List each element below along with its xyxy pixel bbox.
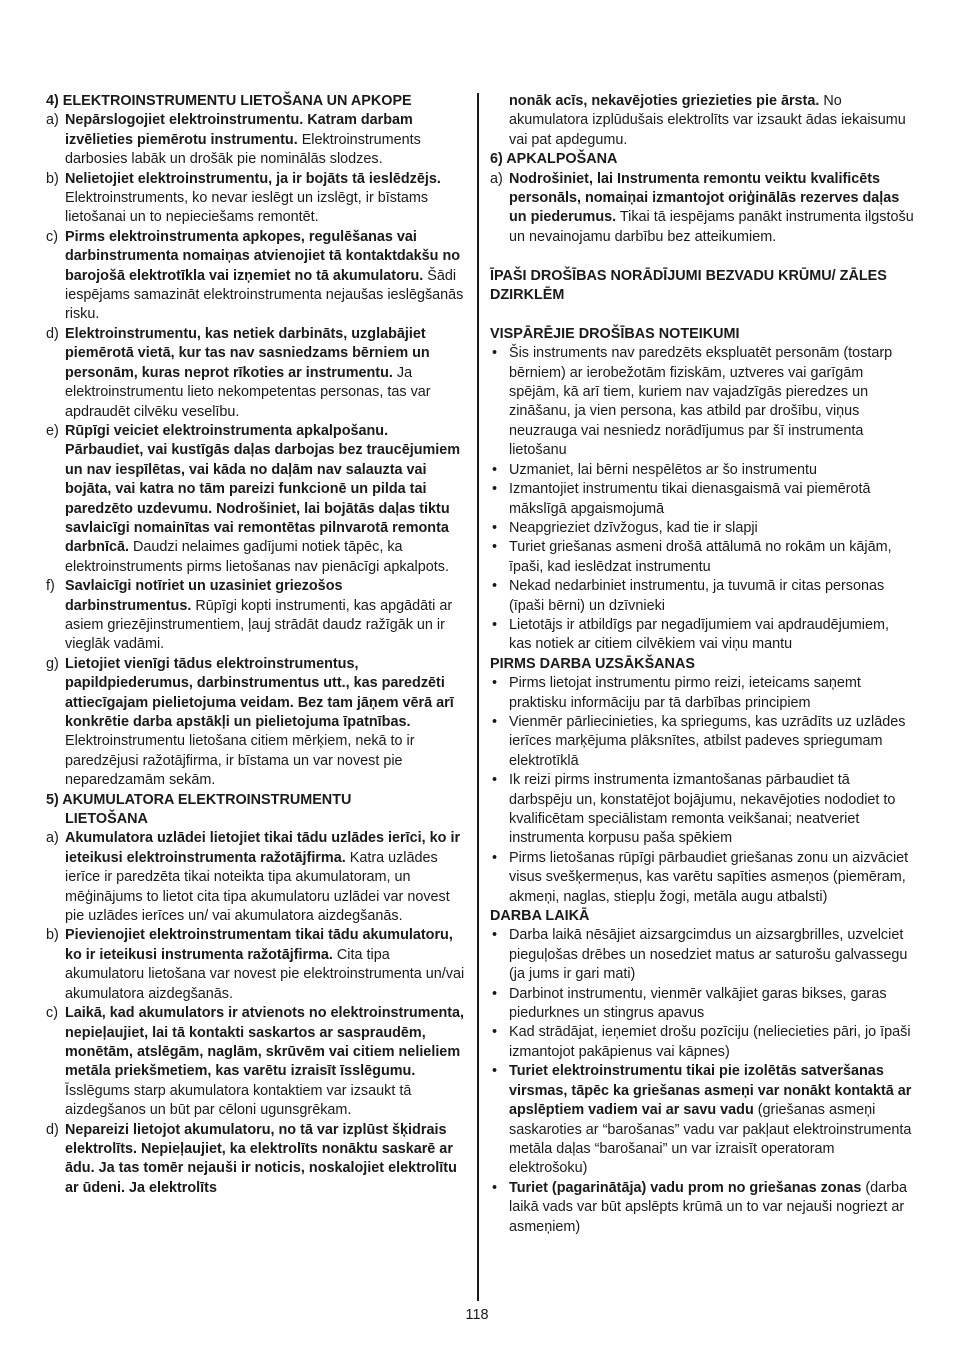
bullet-icon: •: [492, 713, 498, 730]
item-bold-text: Pirms elektroinstrumenta apkopes, regulēšanas vai darbinstrumenta nomaiņas atvienojiet tā kontaktdakšu no barojošā elektrotīkla vai izņemiet no tā akumulatoru.: [65, 228, 461, 284]
bullet-text: Darbinot instrumentu, vienmēr valkājiet garas bikses, garas piedurknes un stingrus apavus: [509, 985, 887, 1022]
general-safety-list: [490, 344, 914, 655]
bullet-text: Izmantojiet instrumentu tikai dienasgaismā vai piemērotā mākslīgā apgaismojumā: [509, 481, 871, 517]
item-text: Īsslēgums starp akumulatora kontaktiem var izsaukt tā aizdegšanos un būt par cēloni ugunsgrēkam.: [65, 1082, 412, 1119]
list-item: [46, 926, 468, 1004]
bullet-item: [490, 1062, 914, 1178]
item-bold-text: Akumulatora uzlādei lietojiet tikai tādu uzlādes ierīci, ko ir ieteikusi elektroinstrumenta ražotājfirma.: [65, 830, 461, 866]
bullet-icon: •: [492, 849, 498, 866]
list-item: [46, 1121, 468, 1199]
bullet-text: Pirms lietošanas rūpīgi pārbaudiet griešanas zonu un aizvāciet visus svešķermeņus, kas varētu sapīties asmeņos (piemēram, akmeņi, naglas, stiepļu žogi, metāla augu atbalsti): [509, 849, 909, 905]
list-item: [46, 422, 468, 577]
bullet-item: [490, 519, 914, 538]
item-marker: b): [46, 170, 59, 187]
bullet-icon: •: [492, 1063, 498, 1080]
during-work-list: [490, 926, 914, 1237]
list-item: [46, 1004, 468, 1120]
item-text: Daudzi nelaimes gadījumi notiek tāpēc, ka elektroinstruments pirms lietošanas nav pienācīgi apkalpots.: [65, 539, 449, 575]
item-text: Cita tipa akumulatoru lietošana var novest pie elektroinstrumenta un/vai akumulatora aizdegšanās.: [65, 946, 465, 1002]
bullet-icon: •: [492, 927, 498, 944]
bullet-icon: •: [492, 772, 498, 789]
item-bold-text: Savlaicīgi notīriet un uzasiniet griezošos darbinstrumentus.: [65, 578, 343, 614]
bullet-text: Ik reizi pirms instrumenta izmantošanas pārbaudiet tā darbspēju un, konstatējot bojājumu, nekavējoties nododiet to kvalificētam speciālistam remonta veikšanai; neatveriet instrumenta korpusu paša spēkiem: [509, 772, 896, 847]
list-item: [46, 170, 468, 228]
bullet-icon: •: [492, 1179, 498, 1196]
spacer: [490, 247, 914, 266]
item-bold-text: Rūpīgi veiciet elektroinstrumenta apkalpošanu. Pārbaudiet, vai kustīgās daļas darbojas bez traucējumiem un nav iespīlētas, vai kāda no daļām nav salauzta vai bojāta, vai katra no tām pareizi funkcionē un pilda tai paredzēto uzdevumu. Nodrošiniet, lai bojātās daļas tiktu savlaicīgi nomainītas vai remontētas pilnvarotā remonta darbnīcā.: [65, 422, 461, 556]
item-marker: a): [490, 170, 503, 187]
item-text: Elektroinstrumentu lietošana citiem mērķiem, nekā to ir paredzējusi ražotājfirma, ir bīstama un var novest pie neparedzamām sekām.: [65, 733, 415, 789]
item-text: Elektroinstruments darbosies labāk un drošāk pie nominālās slodzes.: [65, 131, 421, 168]
continued-paragraph: nonāk acīs, nekavējoties griezieties pie ārsta. No akumulatora izplūdušais elektrolīts var izsaukt ādas iekaisumu vai pat apdegumu.: [509, 93, 906, 148]
item-text: Šādi iespējams samazināt elektroinstrumenta nejaušas ieslēgšanās risku.: [65, 267, 464, 323]
item-bold-text: Nepareizi lietojot akumulatoru, no tā var izplūst šķidrais elektrolīts. Nepieļaujiet, ka elektrolīts nonāktu saskarē ar ādu. Ja tas tomēr nejauši ir noticis, noskalojiet elektrolītu ar ūdeni. Ja elektrolīts: [65, 1121, 457, 1196]
bullet-item: [490, 577, 914, 616]
bullet-item: [490, 480, 914, 519]
bullet-text: (griešanas asmeņi saskaroties ar “barošanas” vadu var pakļaut elektroinstrumenta metāla daļas “barošanai” un var izraisīt operatoram elektrošoku): [509, 1102, 912, 1177]
section-6-heading: 6) APKALPOŠANA: [490, 151, 618, 168]
section-4-items: [46, 111, 468, 790]
bullet-item: [490, 344, 914, 460]
list-item: [46, 829, 468, 926]
column-divider: [477, 93, 479, 1301]
bullet-icon: •: [492, 345, 498, 362]
item-marker: d): [46, 1121, 59, 1138]
item-text: Tikai tā iespējams panākt instrumenta ilgstošu un nevainojamu darbību bez atteikumiem.: [509, 209, 914, 245]
list-item: [490, 170, 914, 248]
item-bold-text: Nepārslogojiet elektroinstrumentu. Katram darbam izvēlieties piemērotu instrumentu.: [65, 112, 413, 148]
section-5-heading-continued: LIETOŠANA: [65, 811, 148, 828]
bullet-text: Darba laikā nēsājiet aizsargcimdus un aizsargbrilles, uzvelciet pieguļošas drēbes un nosedziet matus ar saturošu galvassegu (ja jums ir gari mati): [509, 927, 908, 983]
bullet-item: [490, 926, 914, 984]
bullet-icon: •: [492, 616, 498, 633]
item-bold-text: Nelietojiet elektroinstrumentu, ja ir bojāts tā ieslēdzējs.: [65, 170, 441, 187]
bullet-item: [490, 713, 914, 771]
list-item: [46, 325, 468, 422]
bullet-icon: •: [492, 1024, 498, 1041]
bullet-text: Kad strādājat, ieņemiet drošu pozīciju (neliecieties pāri, jo īpaši izmantojot pakāpienus vai kāpnes): [509, 1024, 911, 1060]
bullet-text: Pirms lietojat instrumentu pirmo reizi, ieteicams saņemt praktisku informāciju par tā darbības principiem: [509, 675, 861, 711]
bullet-text: (darba laikā vads var būt apslēpts krūmā un to var nejauši nogriezt ar asmeņiem): [509, 1179, 907, 1235]
general-safety-heading: VISPĀRĒJIE DROŠĪBAS NOTEIKUMI: [490, 325, 740, 342]
bullet-item: [490, 616, 914, 655]
item-bold-text: Laikā, kad akumulators ir atvienots no elektroinstrumenta, nepieļaujiet, lai tā kontakti saskartos ar saspraudēm, monētām, atslēgām, naglām, skrūvēm vai citiem nelieliem metāla priekšmetiem, kas varētu izraisīt īsslēgumu.: [65, 1005, 465, 1080]
section-5-items: [46, 829, 468, 1198]
item-bold-text: Pievienojiet elektroinstrumentam tikai tādu akumulatoru, ko ir ieteikusi instrumenta ražotājfirma.: [65, 927, 453, 963]
special-safety-heading: ĪPAŠI DROŠĪBAS NORĀDĪJUMI BEZVADU KRŪMU/ ZĀLES DZIRKLĒM: [490, 267, 887, 304]
item-bold-text: Elektroinstrumentu, kas netiek darbināts, uzglabājiet piemērotā vietā, kur tas nav sasniedzams bērniem un personām, kuras neprot rīkoties ar instrumentu.: [65, 325, 430, 381]
bullet-item: [490, 461, 914, 480]
item-marker: a): [46, 830, 59, 847]
bullet-text: Uzmaniet, lai bērni nespēlētos ar šo instrumentu: [509, 461, 817, 478]
bullet-text: Turiet griešanas asmeni drošā attālumā no rokām un kājām, īpaši, kad ieslēdzat instrumentu: [509, 539, 892, 575]
bullet-icon: •: [492, 461, 498, 478]
list-item: [46, 228, 468, 325]
item-marker: e): [46, 422, 59, 439]
bullet-text: Lietotājs ir atbildīgs par negadījumiem vai apdraudējumiem, kas notiek ar citiem cilvēkiem vai viņu mantu: [509, 616, 889, 653]
bullet-item: [490, 985, 914, 1024]
bullet-text: Nekad nedarbiniet instrumentu, ja tuvumā ir citas personas (īpaši bērni) un dzīvnieki: [509, 578, 885, 614]
item-text: Ja elektroinstrumentu lieto nekompetentas personas, tas var apdraudēt cilvēku veselību.: [65, 364, 431, 420]
section-6-items: [490, 170, 914, 248]
bullet-icon: •: [492, 578, 498, 595]
before-work-heading: PIRMS DARBA UZSĀKŠANAS: [490, 655, 695, 672]
left-column: [46, 92, 468, 1198]
bullet-item: [490, 771, 914, 849]
item-marker: f): [46, 578, 55, 595]
bullet-text: Šis instruments nav paredzēts ekspluatēt personām (tostarp bērniem) ar ierobežotām fiziskām, uztveres vai garīgām spējām, kā arī tiem, kuriem nav vajadzīgās pieredzes un zināšanu, ja vien persona, kas atbild par drošību, viņus neuzrauga vai nesniedz norādījumus par šī instrumenta lietošanu: [509, 345, 893, 459]
item-text: Elektroinstruments, ko nevar ieslēgt un izslēgt, ir bīstams lietošanai un to nepieciešams remontēt.: [65, 190, 429, 226]
list-item: [46, 655, 468, 791]
list-item: [46, 111, 468, 169]
bullet-item: [490, 674, 914, 713]
item-marker: d): [46, 325, 59, 342]
bullet-item: [490, 1023, 914, 1062]
bullet-item: [490, 1179, 914, 1237]
during-work-heading: DARBA LAIKĀ: [490, 908, 590, 925]
bullet-icon: •: [492, 985, 498, 1002]
item-text: Rūpīgi kopti instrumenti, kas apgādāti ar asiem griezējinstrumentiem, ļauj strādāt daudz ražīgāk un ir vieglāk vadāmi.: [65, 597, 453, 653]
bullet-icon: •: [492, 519, 498, 536]
bullet-item: [490, 538, 914, 577]
item-text: Katra uzlādes ierīce ir paredzēta tikai noteikta tipa akumulatoram, un mēģinājums to lietot cita tipa akumulatoru uzlādei var novest pie uzlādes ierīces un/ vai akumulatora aizdegšanās.: [65, 849, 450, 925]
item-marker: c): [46, 1005, 58, 1022]
spacer: [490, 305, 914, 324]
bullet-icon: •: [492, 539, 498, 556]
section-5-heading: 5) AKUMULATORA ELEKTROINSTRUMENTU: [46, 791, 352, 808]
before-work-list: [490, 674, 914, 907]
bullet-text: Neapgrieziet dzīvžogus, kad tie ir slapji: [509, 519, 758, 536]
bullet-icon: •: [492, 481, 498, 498]
bullet-bold-text: Turiet elektroinstrumentu tikai pie izolētās satveršanas virsmas, tāpēc ka griešanas asmeņi var nonākt kontaktā ar apslēptiem vadiem vai ar savu vadu: [509, 1063, 912, 1119]
bullet-icon: •: [492, 675, 498, 692]
right-column: [490, 92, 914, 1237]
item-marker: g): [46, 655, 59, 672]
page-number: 118: [465, 1307, 489, 1323]
bullet-bold-text: Turiet (pagarinātāja) vadu prom no griešanas zonas: [509, 1179, 862, 1196]
bullet-item: [490, 849, 914, 907]
bullet-text: Vienmēr pārliecinieties, ka spriegums, kas uzrādīts uz uzlādes ierīces marķējuma plāksnītes, atbilst padeves spriegumam elektrotīklā: [509, 713, 906, 769]
section-4-heading: 4) ELEKTROINSTRUMENTU LIETOŠANA UN APKOPE: [46, 93, 412, 109]
item-bold-text: Nodrošiniet, lai Instrumenta remontu veiktu kvalificēts personāls, nomaiņai izmantojot oriģinālās rezerves daļas un piederumus.: [509, 170, 900, 226]
list-item: [46, 577, 468, 655]
item-bold-text: Lietojiet vienīgi tādus elektroinstrumentus, papildpiederumus, darbinstrumentus utt., kas paredzēti attiecīgajam pielietojuma veidam. Bez tam jāņem vērā arī konkrētie darba apstākļi un pielietojuma īpatnības.: [65, 655, 454, 730]
item-marker: a): [46, 112, 59, 129]
item-marker: c): [46, 228, 58, 245]
item-marker: b): [46, 927, 59, 944]
